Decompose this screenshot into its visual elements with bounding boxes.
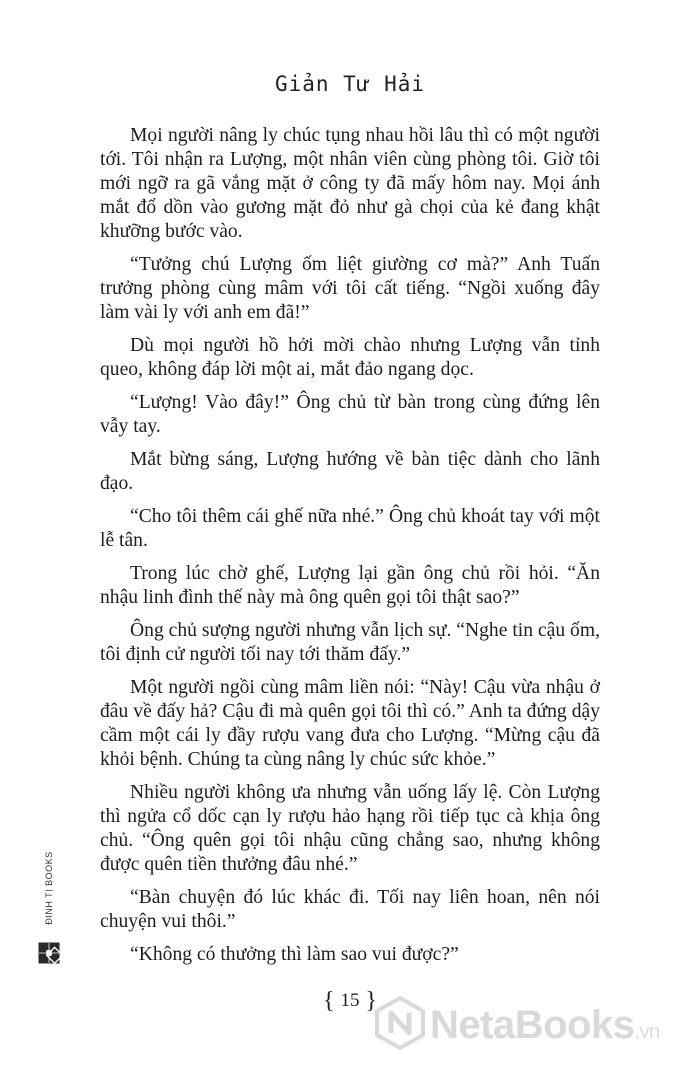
watermark — [372, 995, 692, 1055]
right-brace: } — [365, 988, 378, 1014]
page-number-value: 15 — [340, 990, 360, 1011]
paragraph-3: Dù mọi người hồ hởi mời chào nhưng Lượng vẫn tỉnh queo, không đáp lời một ai, mắt đảo ngang dọc. — [100, 335, 600, 380]
paragraph-9: Một người ngồi cùng mâm liền nói: “Này! Cậu vừa nhậu ở đâu về đấy hả? Cậu đi mà quên gọi tôi thì có.” Anh ta đứng dậy cầm một cái ly đầy rượu vang đưa cho Lượng. “Mừng cậu đã khỏi bệnh. Chúng ta cùng nâng ly chúc sức khỏe.” — [100, 677, 600, 770]
body-text — [100, 124, 600, 976]
publisher-label: ĐINH TỊ BOOKS — [44, 851, 54, 925]
watermark-brand: NetaBooks — [430, 1003, 635, 1047]
running-header: Giản Tư Hải — [274, 72, 426, 96]
paragraph-4: “Lượng! Vào đây!” Ông chủ từ bàn trong cùng đứng lên vẫy tay. — [100, 392, 600, 437]
paragraph-5: Mắt bừng sáng, Lượng hướng về bàn tiệc dành cho lãnh đạo. — [100, 449, 600, 494]
watermark-tld: .vn — [634, 1021, 660, 1043]
watermark-text — [430, 1003, 660, 1048]
paragraph-8: Ông chủ sượng người nhưng vẫn lịch sự. “Nghe tin cậu ốm, tôi định cử người tối nay tới thăm đấy.” — [100, 620, 600, 665]
watermark-logo-icon — [372, 995, 428, 1051]
paragraph-7: Trong lúc chờ ghế, Lượng lại gần ông chủ rồi hỏi. “Ăn nhậu linh đình thế này mà ông quên gọi tôi thật sao?” — [100, 563, 600, 608]
paragraph-1: Mọi người nâng ly chúc tụng nhau hồi lâu thì có một người tới. Tôi nhận ra Lượng, một nhân viên cùng phòng tôi. Giờ tôi mới ngỡ ra gã vắng mặt ở công ty đã mấy hôm nay. Mọi ánh mắt đổ dồn vào gương mặt đỏ như gà chọi của kẻ đang khật khưỡng bước vào. — [100, 125, 600, 242]
paragraph-10: Nhiều người không ưa nhưng vẫn uống lấy lệ. Còn Lượng thì ngửa cổ dốc cạn ly rượu hảo hạng rồi tiếp tục cà khịa ông chủ. “Ông quên gọi tôi nhậu cũng chẳng sao, nhưng không được quên tiền thưởng đâu nhé.” — [100, 782, 600, 875]
paragraph-2: “Tưởng chú Lượng ốm liệt giường cơ mà?” Anh Tuấn trưởng phòng cùng mâm với tôi cất tiếng. “Ngồi xuống đây làm vài ly với anh em đã!” — [100, 254, 600, 323]
paragraph-12: “Không có thưởng thì làm sao vui được?” — [130, 944, 459, 965]
left-brace: { — [322, 988, 335, 1014]
publisher-mark — [36, 846, 64, 966]
publisher-logo-icon — [38, 942, 60, 964]
paragraph-11: “Bàn chuyện đó lúc khác đi. Tối nay liên hoan, nên nói chuyện vui thôi.” — [100, 887, 600, 932]
paragraph-6: “Cho tôi thêm cái ghế nữa nhé.” Ông chủ khoát tay với một lễ tân. — [100, 506, 600, 551]
